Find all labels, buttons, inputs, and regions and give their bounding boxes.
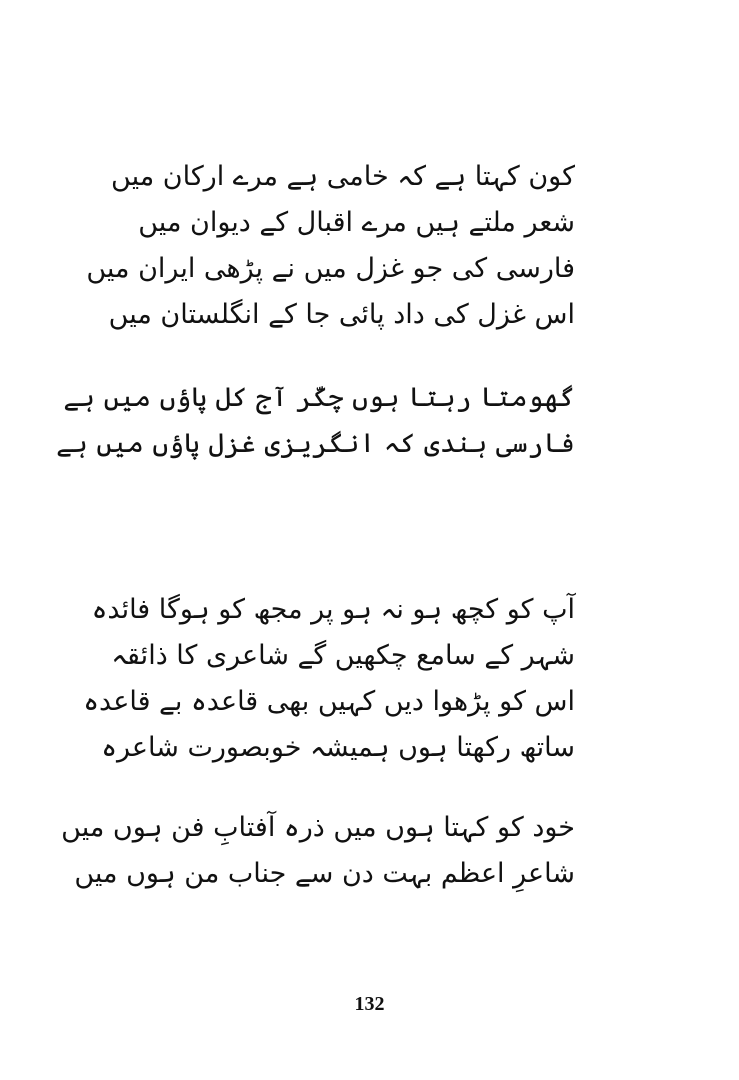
verse-line: ساتھ رکھتا ہوں ہمیشہ خوبصورت شاعرہ <box>101 732 575 763</box>
verse-line: فارسی ہندی کہ انگریزی غزل پاؤں میں ہے <box>56 428 575 459</box>
verse-line: شاعرِ اعظم بہت دن سے جناب من ہوں میں <box>74 858 575 889</box>
verse-line: شہر کے سامع چکھیں گے شاعری کا ذائقہ <box>111 640 575 671</box>
stanza-1 <box>86 154 575 338</box>
page-number: 132 <box>354 993 385 1015</box>
verse-line: شعر ملتے ہیں مرے اقبال کے دیوان میں <box>138 207 575 238</box>
stanza-2 <box>56 375 575 467</box>
stanza-3 <box>83 587 575 771</box>
verse-line: کون کہتا ہے کہ خامی ہے مرے ارکان میں <box>111 161 575 192</box>
verse-line: گھومتا رہتا ہوں چکّر آج کل پاؤں میں ہے <box>63 382 575 413</box>
stanza-4 <box>61 805 575 897</box>
verse-line: آپ کو کچھ ہو نہ ہو پر مجھ کو ہوگا فائدہ <box>91 594 575 625</box>
verse-line: اس غزل کی داد پائی جا کے انگلستان میں <box>108 299 575 330</box>
verse-line: فارسی کی جو غزل میں نے پڑھی ایران میں <box>86 253 575 284</box>
verse-line: اس کو پڑھوا دیں کہیں بھی قاعدہ بے قاعدہ <box>83 686 575 717</box>
verse-line: خود کو کہتا ہوں میں ذرہ آفتابِ فن ہوں میں <box>61 812 575 843</box>
